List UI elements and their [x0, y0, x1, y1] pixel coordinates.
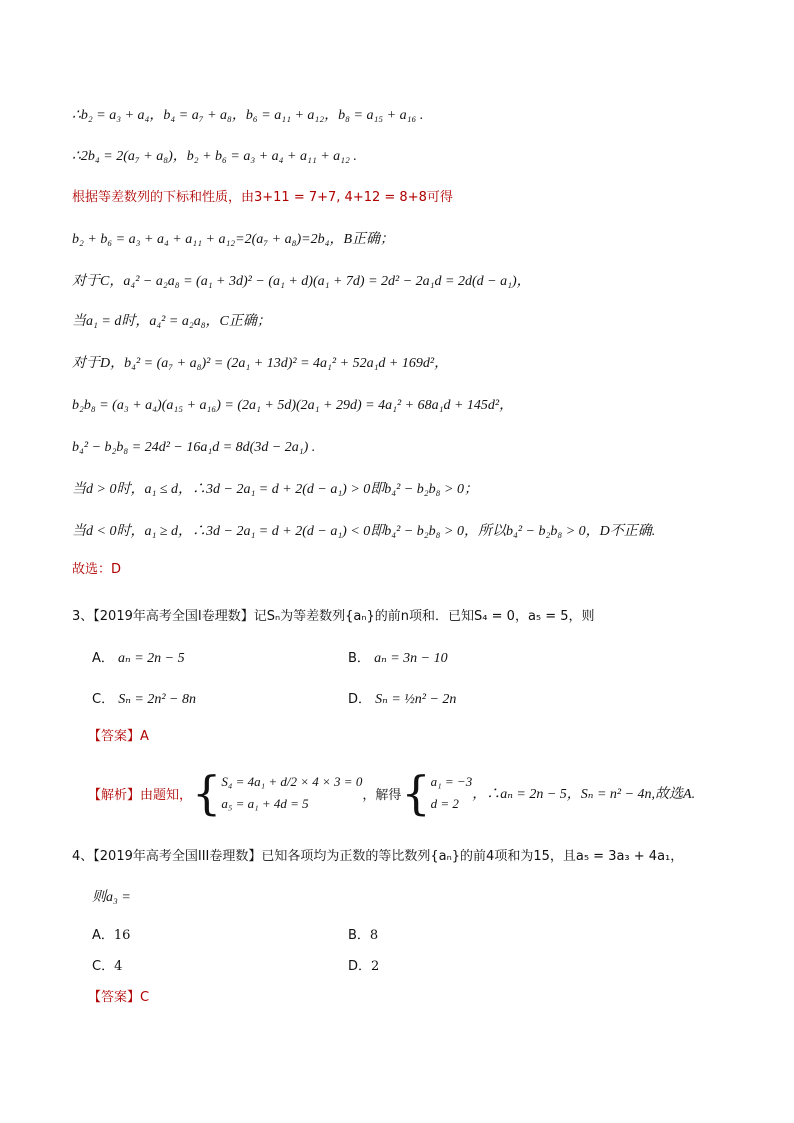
q4-option-d: D．2 — [348, 959, 380, 974]
left-brace-2: { — [401, 766, 431, 820]
q3-option-c: C． Sₙ = 2n² − 8n — [92, 692, 196, 707]
solution-line-8: b₂b₈ = (a₃ + a₄)(a₁₅ + a₁₆) = (2a₁ + 5d)(2a₁ + 29d) = 4a₁² + 68a₁d + 145d²， — [72, 398, 514, 413]
solution-line-11: 当d < 0时，a₁ ≥ d，∴3d − 2a₁ = d + 2(d − a₁) < 0即b₄² − b₂b₈ > 0，所以b₄² − b₂b₈ > 0，D不正确. — [72, 524, 656, 539]
solution-line-10: 当d > 0时，a₁ ≤ d，∴3d − 2a₁ = d + 2(d − a₁) > 0即b₄² − b₂b₈ > 0； — [72, 482, 478, 497]
solution-line-5: 对于C，a₄² − a₂a₈ = (a₁ + 3d)² − (a₁ + d)(a₁ + 7d) = 2d² − 2a₁d = 2d(d − a₁)， — [72, 274, 531, 289]
solution-line-1: ∴b₂ = a₃ + a₄，b₄ = a₇ + a₈，b₆ = a₁₁ + a₁₂，b₈ = a₁₅ + a₁₆ . — [72, 108, 424, 123]
q3-option-b: B． aₙ = 3n − 10 — [348, 651, 448, 666]
solution-line-6: 当a₁ = d时，a₄² = a₂a₈，C正确； — [72, 314, 271, 329]
solution-line-2: ∴2b₄ = 2(a₇ + a₈)，b₂ + b₆ = a₃ + a₄ + a₁₁ + a₁₂ . — [72, 149, 357, 164]
equation-system-1: S₄ = 4a₁ + d/2 × 4 × 3 = 0 a₅ = a₁ + 4d = 5 — [221, 774, 363, 811]
solution-line-9: b₄² − b₂b₈ = 24d² − 16a₁d = 8d(3d − 2a₁) . — [72, 440, 316, 455]
q4-option-a: A．16 — [92, 928, 131, 943]
equation-system-2: a₁ = −3 d = 2 — [430, 774, 473, 811]
question-4-stem-2: 则a₃ = — [92, 890, 131, 905]
left-brace-1: { — [192, 766, 222, 820]
solution-line-7: 对于D，b₄² = (a₇ + a₈)² = (2a₁ + 13d)² = 4a₁² + 52a₁d + 169d²， — [72, 356, 449, 371]
question-4-stem: 4、【2019年高考全国III卷理数】已知各项均为正数的等比数列{aₙ}的前4项和为15，且a₅ = 3a₃ + 4a₁， — [72, 849, 684, 864]
q3-answer: 【答案】A — [88, 729, 149, 744]
solution-final-choice: 故选：D — [72, 562, 122, 577]
q3-option-a: A． aₙ = 2n − 5 — [92, 651, 185, 666]
question-3-stem: 3、【2019年高考全国I卷理数】记Sₙ为等差数列{aₙ}的前n项和．已知S₄ = 0，a₅ = 5，则 — [72, 609, 595, 624]
q4-option-b: B．8 — [348, 928, 379, 943]
solution-line-4: b₂ + b₆ = a₃ + a₄ + a₁₁ + a₁₂=2(a₇ + a₈)=2b₄，B正确； — [72, 232, 394, 247]
solution-line-3: 根据等差数列的下标和性质，由3+11 = 7+7, 4+12 = 8+8可得 — [72, 190, 453, 205]
q3-analysis: 【解析】 由题知， { S₄ = 4a₁ + d/2 × 4 × 3 = 0 a₅ = a₁ + 4d = 5 ，解得 { a₁ = −3 d = 2 ，∴aₙ = 2n − 5，Sₙ = n² − 4n,故选A. — [88, 766, 696, 820]
q4-option-c: C．4 — [92, 959, 123, 974]
q3-option-d: D． Sₙ = ½n² − 2n — [348, 692, 457, 707]
q4-answer: 【答案】C — [88, 990, 150, 1005]
